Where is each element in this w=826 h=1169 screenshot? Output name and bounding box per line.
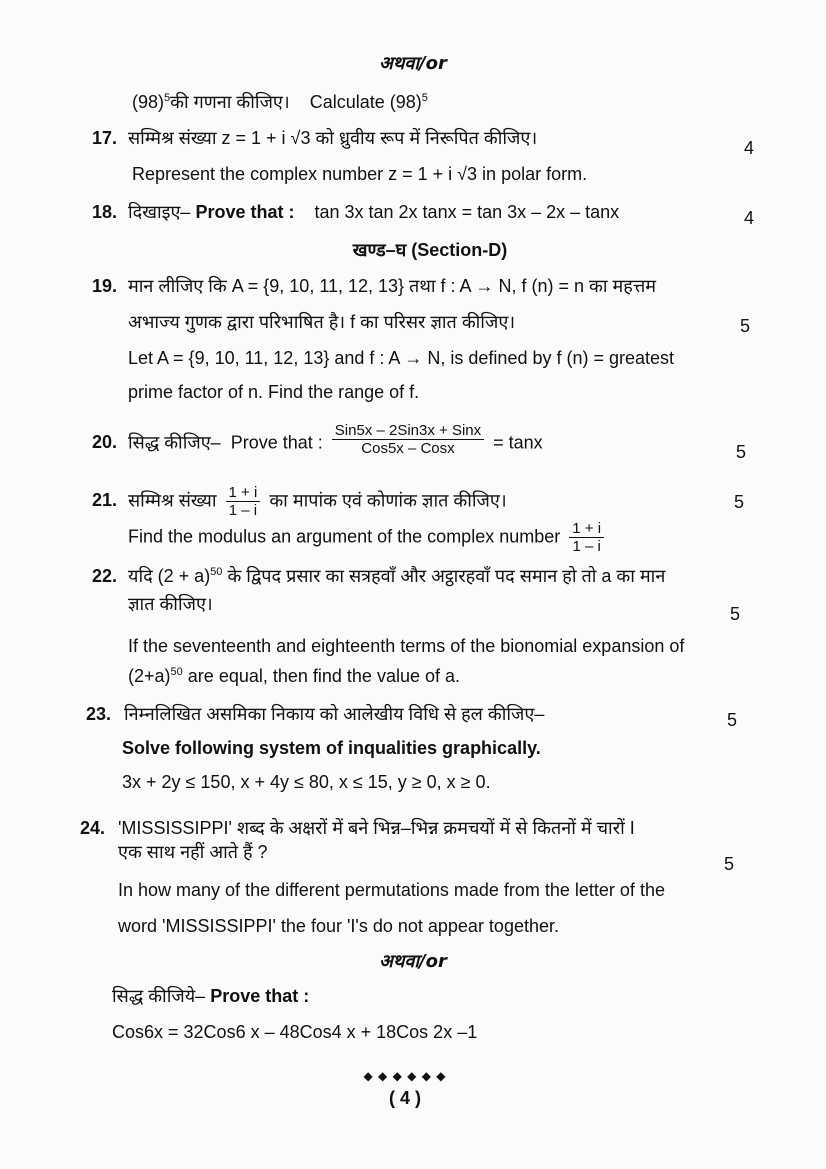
q18-expression: tan 3x tan 2x tanx = tan 3x – 2x – tanx <box>314 202 620 222</box>
alt-hi-text: सिद्ध कीजिये– <box>112 986 206 1006</box>
q23-system: 3x + 2y ≤ 150, x + 4y ≤ 80, x ≤ 15, y ≥ 0, x ≥ 0. <box>122 772 491 792</box>
q18-prove-label: Prove that : <box>195 202 295 222</box>
q22-hi-sup: 50 <box>210 566 223 578</box>
q17-hi-text: सम्मिश्र संख्या z = 1 + i √3 को ध्रुवीय रूप में निरूपित कीजिए। <box>128 128 538 148</box>
q20-marks: 5 <box>736 442 747 462</box>
q20-hi-text: सिद्ध कीजिए– <box>128 432 221 453</box>
q21-number: 21. <box>92 490 118 511</box>
q19-hindi-line-2: अभाज्य गुणक द्वारा परिभाषित है। f का परिसर ज्ञात कीजिए। <box>128 312 516 332</box>
q24-hindi-line-1 <box>80 816 635 840</box>
q20-prove-label: Prove that : <box>230 432 323 453</box>
q23-english-line: Solve following system of inqualities graphically. <box>122 738 541 758</box>
calc-hi-sup: 5 <box>164 92 171 104</box>
q19-marks: 5 <box>740 316 751 336</box>
q20-number: 20. <box>92 432 118 453</box>
q22-en-2a: (2+a) <box>128 666 171 686</box>
q22-english-line-1: If the seventeenth and eighteenth terms of the bionomial expansion of <box>128 636 685 656</box>
q24-hi-1: 'MISSISSIPPI' शब्द के अक्षरों में बने भिन्न–भिन्न क्रमचयों में से कितनों में चारों I <box>118 818 635 838</box>
calc-en-sup: 5 <box>421 92 428 104</box>
q20-rhs: = tanx <box>493 432 543 453</box>
q21-en-frac-bottom: 1 – i <box>572 538 601 555</box>
q24-hindi-line-2: एक साथ नहीं आते हैं ? <box>118 842 268 862</box>
q18-number: 18. <box>92 202 118 222</box>
q21-en-fraction <box>569 520 604 555</box>
q18-hi-text: दिखाइए– <box>128 202 191 222</box>
q23-hi-text: निम्नलिखित असमिका निकाय को आलेखीय विधि से हल कीजिए– <box>124 704 545 724</box>
footer-ornament: ◆ ◆ ◆ ◆ ◆ ◆ <box>363 1069 447 1083</box>
alt-expression: Cos6x = 32Cos6 x – 48Cos4 x + 18Cos 2x –1 <box>112 1022 478 1042</box>
or-heading-2: अथवा/or <box>379 951 447 972</box>
calc-en: Calculate (98) <box>309 92 422 112</box>
q21-en-text: Find the modulus an argument of the complex number <box>128 526 561 547</box>
q21-fraction <box>226 484 261 519</box>
q17-hindi <box>92 126 537 150</box>
q21-frac-bottom: 1 – i <box>228 502 258 519</box>
q18-line <box>92 200 619 224</box>
q20-fraction <box>332 422 484 457</box>
calc-hi: (98) <box>132 92 165 112</box>
q24-marks: 5 <box>724 854 735 874</box>
q24-number: 24. <box>80 818 106 838</box>
or-heading: अथवा/or <box>379 53 447 74</box>
q17-english: Represent the complex number z = 1 + i √3 in polar form. <box>132 164 588 184</box>
q17-marks: 4 <box>744 138 755 158</box>
q21-frac-top: 1 + i <box>226 484 261 502</box>
q21-english-line <box>128 520 608 555</box>
q23-marks: 5 <box>727 710 738 730</box>
q22-marks: 5 <box>730 604 741 624</box>
q20-numerator: Sin5x – 2Sin3x + Sinx <box>332 422 484 440</box>
q19-english-line-2: prime factor of n. Find the range of f. <box>128 382 420 402</box>
q17-number: 17. <box>92 128 118 148</box>
q18-marks: 4 <box>744 208 755 228</box>
q22-number: 22. <box>92 566 118 586</box>
q21-hindi-line <box>92 484 507 519</box>
q22-hindi-line-2: ज्ञात कीजिए। <box>128 594 213 614</box>
q22-english-line-2 <box>128 664 460 688</box>
q21-hi-post: का मापांक एवं कोणांक ज्ञात कीजिए। <box>269 490 507 511</box>
q21-hi-pre: सम्मिश्र संख्या <box>128 490 217 511</box>
q22-en-2b: are equal, then find the value of a. <box>187 666 460 686</box>
calculate-line <box>132 90 428 114</box>
q22-hindi-line-1 <box>92 564 665 588</box>
q23-number: 23. <box>86 704 112 724</box>
alt-prove-label: Prove that : <box>210 986 310 1006</box>
q23-hindi-line <box>86 702 544 726</box>
q22-en-sup: 50 <box>170 666 183 678</box>
q24-english-line-2: word 'MISSISSIPPI' the four 'I's do not appear together. <box>118 916 559 936</box>
q19-hindi-line-1 <box>92 274 656 298</box>
section-d-heading: खण्ड–घ (Section-D) <box>352 240 508 260</box>
q19-number: 19. <box>92 276 118 296</box>
q20-denominator: Cos5x – Cosx <box>361 440 455 457</box>
q20-line <box>92 422 543 457</box>
q21-en-frac-top: 1 + i <box>569 520 604 538</box>
q22-hi-1b: के द्विपद प्रसार का सत्रहवाँ और अट्ठारहवाँ पद समान हो तो a का मान <box>227 566 666 586</box>
q19-hi-1: मान लीजिए कि A = {9, 10, 11, 12, 13} तथा f : A → N, f (n) = n का महत्तम <box>128 276 657 296</box>
q19-english-line-1: Let A = {9, 10, 11, 12, 13} and f : A → N, is defined by f (n) = greatest <box>128 348 675 368</box>
calc-hi-rest: की गणना कीजिए। <box>170 92 290 112</box>
q21-marks: 5 <box>734 492 745 512</box>
q24-english-line-1: In how many of the different permutations made from the letter of the <box>118 880 665 900</box>
page-number: ( 4 ) <box>388 1088 421 1108</box>
q22-hi-1: यदि (2 + a) <box>128 566 211 586</box>
alt-prove-line <box>112 984 309 1008</box>
